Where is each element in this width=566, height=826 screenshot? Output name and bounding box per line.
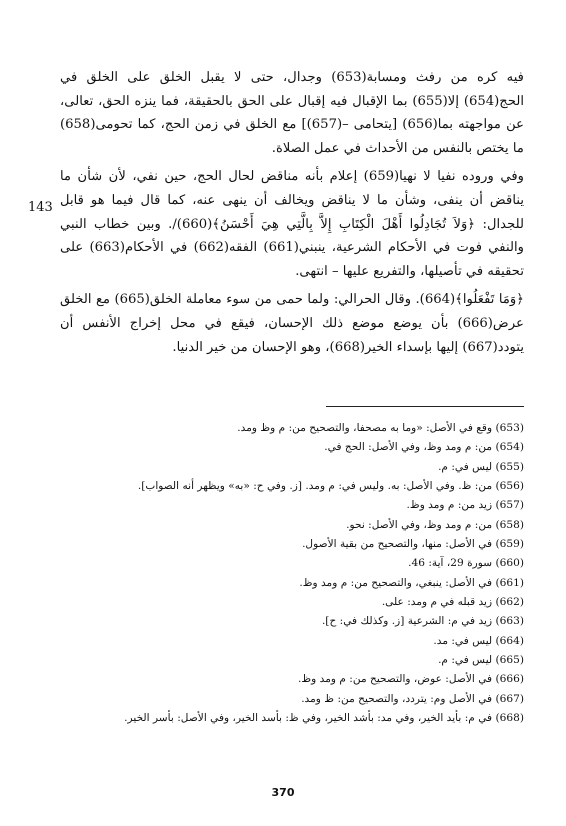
margin-marker: 143 (28, 200, 53, 215)
footnote-660: (660) سورة 29، آية: 46. (408, 557, 524, 570)
page-number: 370 (271, 786, 295, 799)
footnote-659: (659) في الأصل: منها، والتصحيح من بقية الأصول. (302, 538, 524, 551)
paragraph-3: ﴿وَمَا تَفْعَلُوا﴾(664). وقال الحرالي: ولما حمى من سوء معاملة الخلق(665) مع الخلق عرض(666) بأن يوضع موضع ذلك الإحسان، فيقع في محل إخراج الأنفس أن يتودد(667) إليها بإسداء الخير(668)، وهو الإحسان من خير الدنيا. (60, 292, 524, 355)
footnote-657: (657) زيد من: م ومد وظ. (406, 499, 524, 512)
footnote-655: (655) ليس في: م. (438, 460, 524, 473)
footnote-667: (667) في الأصل وم: يتردد، والتصحيح من: ظ ومد. (301, 692, 524, 705)
footnote-658: (658) من: م ومد وظ، وفي الأصل: نحو. (346, 518, 524, 531)
footnote-653: (653) وقع في الأصل: «وما به مصحفا، والتصحيح من: م وظ ومد. (237, 422, 524, 434)
footnote-666: (666) في الأصل: عوض، والتصحيح من: م ومد وظ. (298, 673, 524, 686)
footnote-663: (663) زيد في م: الشرعية [ز. وكذلك في: ح]. (321, 615, 524, 628)
footnote-662: (662) زيد قبله في م ومد: على. (381, 596, 524, 609)
footnote-664: (664) ليس في: مد. (433, 634, 524, 647)
footnotes (60, 419, 524, 729)
footnote-654: (654) من: م ومد وظ، وفي الأصل: الحج في. (324, 441, 524, 454)
paragraph-1: فيه كره من رفث ومسابة(653) وجدال، حتى لا يقبل الخلق على الخلق في الحج(654) إلا(655) بما الإقبال فيه إقبال على الحق بالحقيقة، فما ينزه الحق، تعالى، عن مواجهته بما(656) [يتحامى –(657)] مع الخلق في زمن الحج، كما تحومى(658) ما يختص بالنفس من الأحداث في عمل الصلاة. (60, 70, 525, 156)
paragraph-2: وفي وروده نفيا لا نهيا(659) إعلام بأنه مناقض لحال الحج، حين نفي، لأن شأن ما يناقض أن ينفى، وشأن ما لا يناقض ويخالف أن ينهى عنه، كما قال فيما هو قابل للجدال: ﴿وَلاَ تُجَادِلُوا أَهْلَ الْكِتَابِ إِلاَّ بِالَّتِي هِيَ أَحْسَنُ﴾(660)/. وبين خطاب النبي والنفي فوت في الأحكام الشرعية، ينبني(661) الفقه(662) في الأحكام(663) على تحقيقه في تأصيلها، والتفريع عليها – انتهى. (60, 169, 525, 279)
footnote-661: (661) في الأصل: ينبغي، والتصحيح من: م ومد وظ. (299, 576, 524, 589)
footnote-divider (326, 406, 524, 407)
main-text (60, 66, 524, 364)
footnote-665: (665) ليس في: م. (438, 654, 524, 667)
footnote-668: (668) في م: بأيد الخير، وفي مد: بأشد الخير، وفي ظ: بأسد الخير، وفي الأصل: بأسر الخير. (124, 712, 524, 725)
footnote-656: (656) من: ظ. وفي الأصل: به. وليس في: م ومد. [ز. وفي ح: «به» ويظهر أنه الصواب]. (137, 480, 524, 493)
